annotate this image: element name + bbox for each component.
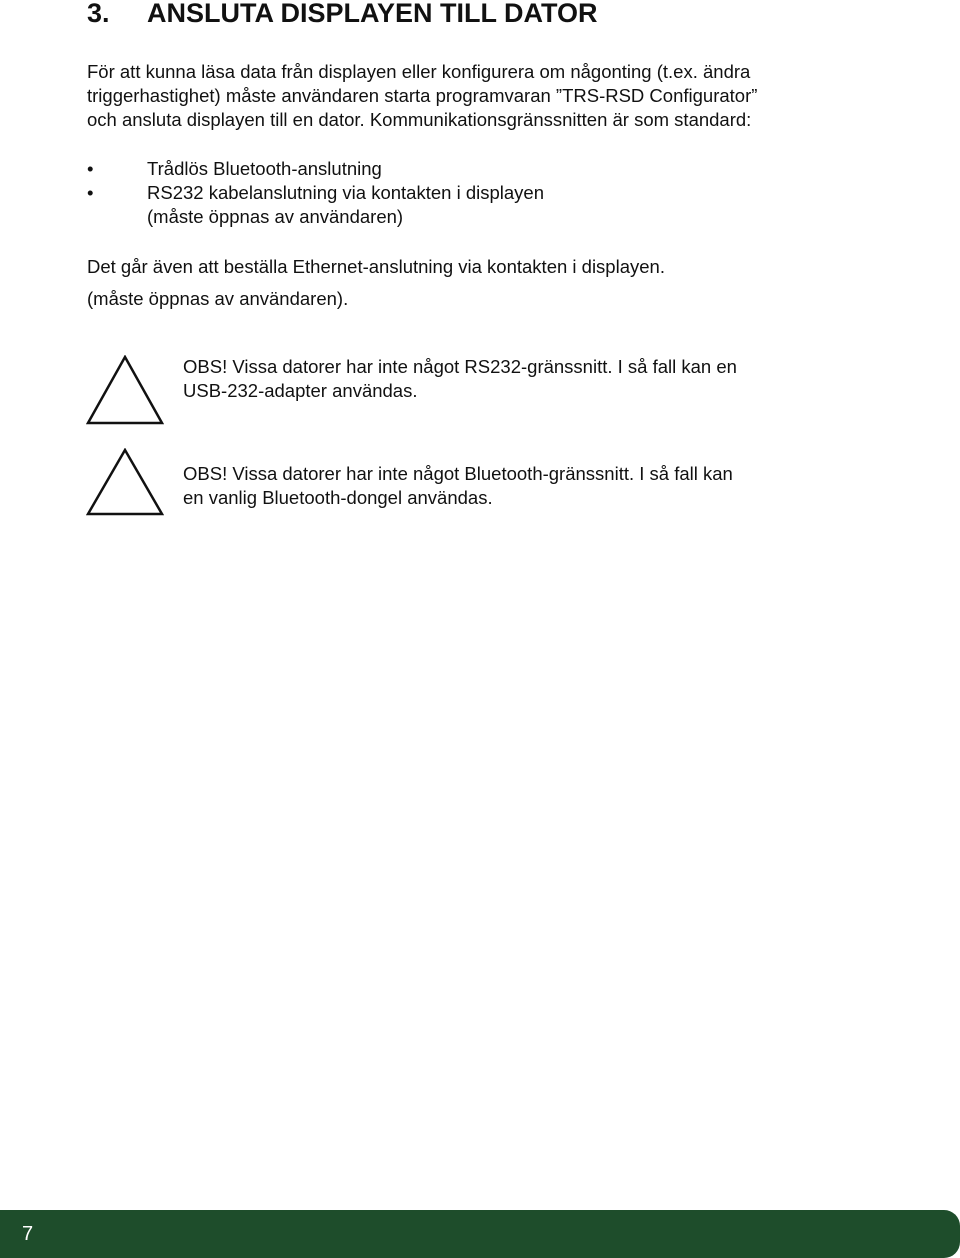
warning-line: OBS! Vissa datorer har inte något Bluetooth-gränssnitt. I så fall kan — [183, 463, 733, 484]
warning-line: en vanlig Bluetooth-dongel användas. — [183, 487, 493, 508]
section-number: 3. — [87, 0, 110, 28]
intro-line: För att kunna läsa data från displayen eller konfigurera om någonting (t.ex. ändra — [87, 61, 751, 82]
list-item — [87, 181, 544, 205]
warning-text — [183, 462, 733, 510]
ethernet-note: (måste öppnas av användaren). — [87, 288, 349, 309]
list-item-continuation — [87, 205, 544, 229]
section-title: ANSLUTA DISPLAYEN TILL DATOR — [147, 0, 598, 28]
warning-line: OBS! Vissa datorer har inte något RS232-gränssnitt. I så fall kan en — [183, 356, 737, 377]
intro-line: och ansluta displayen till en dator. Kommunikationsgränssnitten är som standard: — [87, 109, 752, 130]
list-item-text: RS232 kabelanslutning via kontakten i displayen — [147, 182, 544, 203]
warning-triangle-icon — [86, 355, 164, 425]
bullet-icon: • — [87, 182, 94, 203]
warning-triangle-icon — [86, 448, 164, 516]
intro-paragraph — [87, 60, 757, 132]
section-heading — [87, 0, 598, 28]
footer-bar — [0, 1210, 960, 1258]
warning-line: USB-232-adapter användas. — [183, 380, 418, 401]
bullet-icon: • — [87, 158, 94, 179]
list-item-text: (måste öppnas av användaren) — [147, 206, 404, 227]
ethernet-line: Det går även att beställa Ethernet-anslutning via kontakten i displayen. — [87, 256, 665, 277]
list-item — [87, 157, 544, 181]
warning-text — [183, 355, 737, 403]
page-number: 7 — [22, 1223, 34, 1245]
interface-list — [87, 157, 544, 229]
list-item-text: Trådlös Bluetooth-anslutning — [147, 158, 382, 179]
intro-line: triggerhastighet) måste användaren starta programvaran ”TRS-RSD Configurator” — [87, 85, 758, 106]
